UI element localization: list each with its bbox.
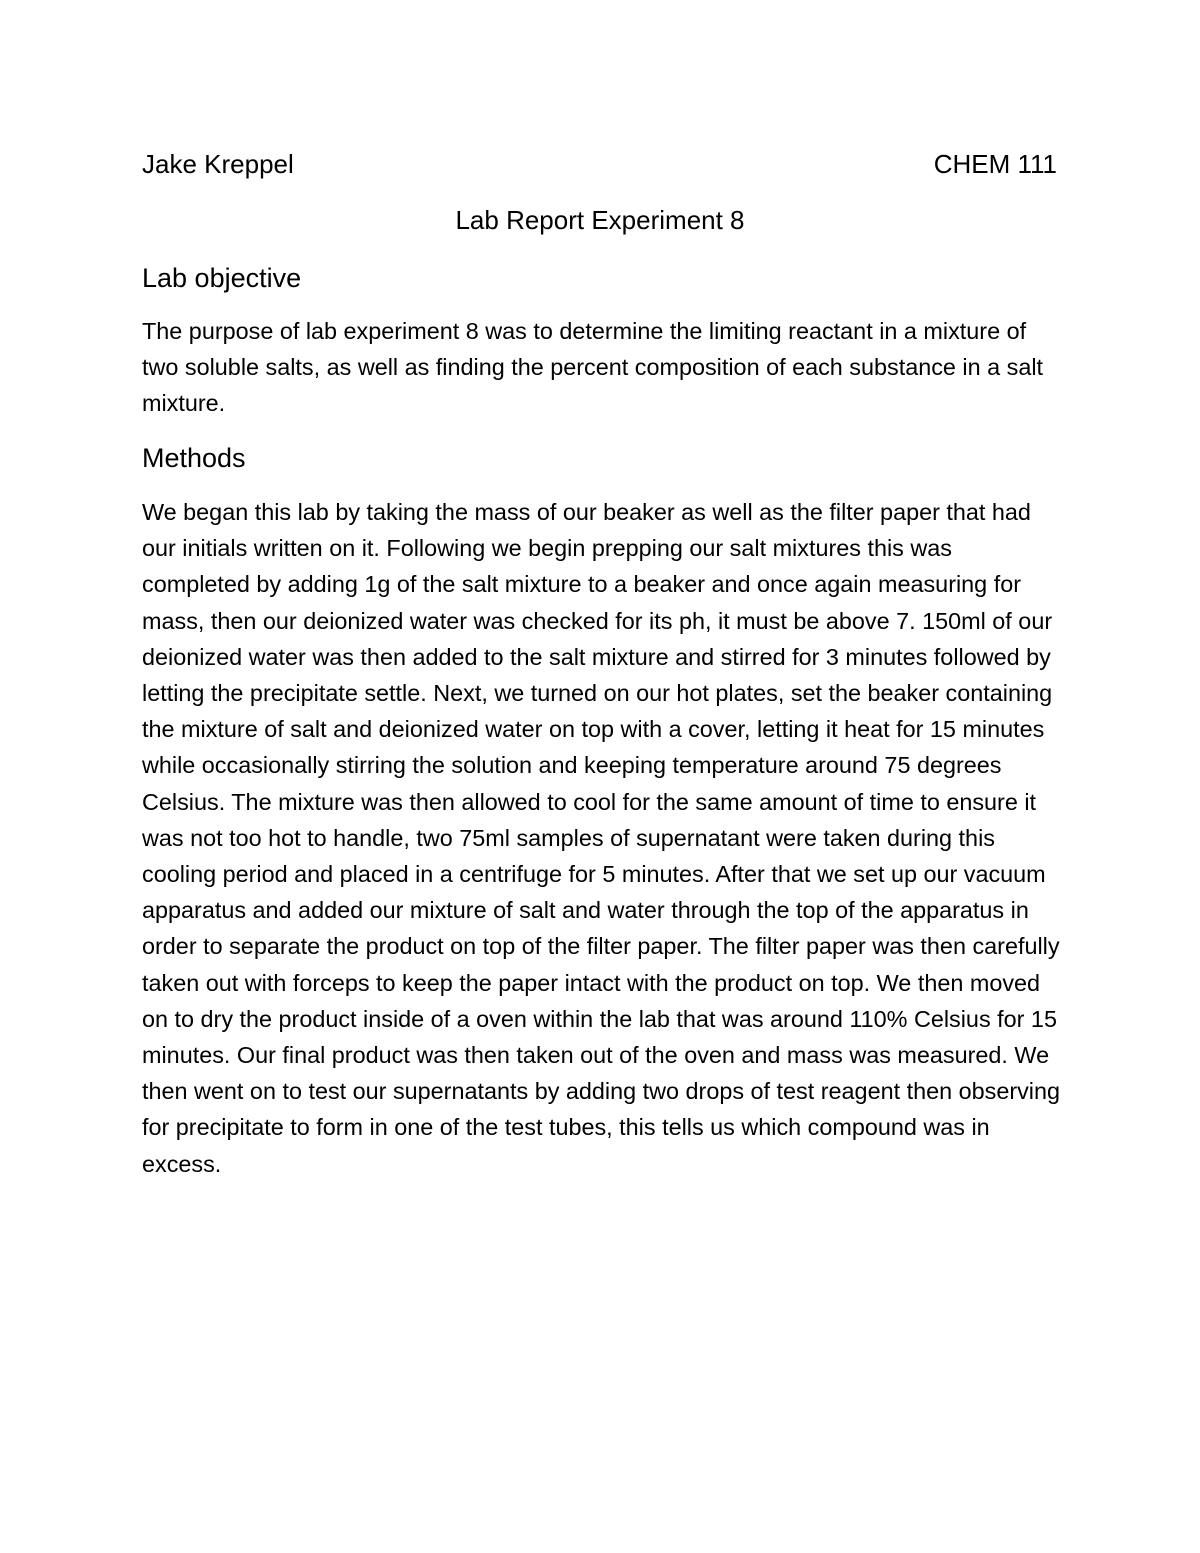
document-header <box>142 142 1057 186</box>
report-title: Lab Report Experiment 8 <box>455 205 745 235</box>
objective-paragraph: The purpose of lab experiment 8 was to determine the limiting reactant in a mixture of two soluble salts, as well as finding the percent composition of each substance in a salt mixture. <box>142 318 1044 417</box>
objective-heading: Lab objective <box>142 263 302 293</box>
methods-heading: Methods <box>142 443 246 473</box>
course-code: CHEM 111 <box>933 148 1057 179</box>
methods-paragraph: We began this lab by taking the mass of our beaker as well as the filter paper that had our initials written on it. Following we begin prepping our salt mixtures this was completed by adding 1g of the salt mixture to a beaker and once again measuring for mass, then our deionized water was checked for its ph, it must be above 7. 150ml of our deionized water was then added to the salt mixture and stirred for 3 minutes followed by letting the precipitate settle. Next, we turned on our hot plates, set the beaker containing the mixture of salt and deionized water on top with a cover, letting it heat for 15 minutes while occasionally stirring the solution and keeping temperature around 75 degrees Celsius. The mixture was then allowed to cool for the same amount of time to ensure it was not too hot to handle, two 75ml samples of supernatant were taken during this cooling period and placed in a centrifuge for 5 minutes. After that we set up our vacuum apparatus and added our mixture of salt and water through the top of the apparatus in order to separate the product on top of the filter paper. The filter paper was then carefully taken out with forceps to keep the paper intact with the product on top. We then moved on to dry the product inside of a oven within the lab that was around 110% Celsius for 15 minutes. Our final product was then taken out of the oven and mass was measured. We then went on to test our supernatants by adding two drops of test reagent then observing for precipitate to form in one of the test tubes, this tells us which compound was in excess. <box>142 499 1061 1177</box>
author-name: Jake Kreppel <box>142 148 294 179</box>
